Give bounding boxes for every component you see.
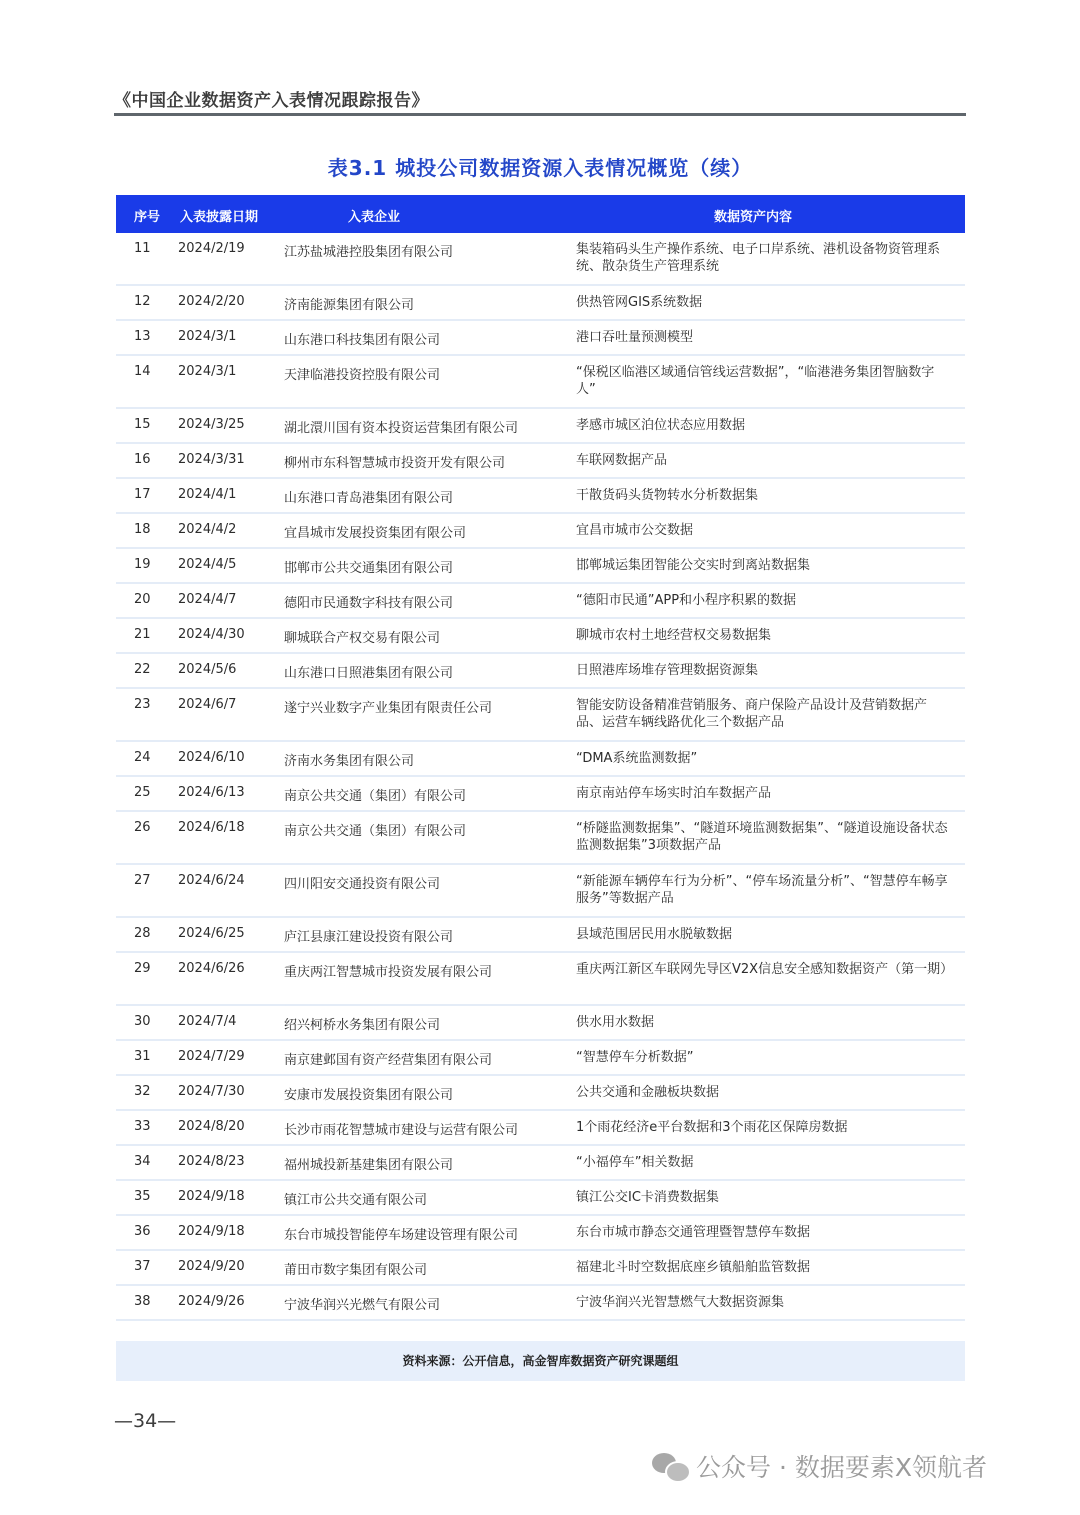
table-row [116,1111,965,1146]
row-company: 山东港口科技集团有限公司 [284,333,441,348]
row-company: 江苏盐城港控股集团有限公司 [284,245,454,260]
table-row [116,286,965,321]
row-content: 公共交通和金融板块数据 [576,1085,720,1100]
row-content: 南京南站停车场实时泊车数据产品 [576,786,772,801]
row-content: 集装箱码头生产操作系统、电子口岸系统、港机设备物资管理系统、散杂货生产管理系统 [576,242,941,274]
row-content: “DMA系统监测数据” [576,751,698,766]
row-index: 19 [134,557,151,572]
column-header-company: 入表企业 [348,210,401,225]
row-company: 南京建邺国有资产经营集团有限公司 [284,1053,493,1068]
row-company: 莆田市数字集团有限公司 [284,1263,428,1278]
row-company: 庐江县康江建设投资有限公司 [284,930,454,945]
row-company: 南京公共交通（集团）有限公司 [284,789,467,804]
row-index: 32 [134,1084,151,1099]
row-company: 福州城投新基建集团有限公司 [284,1158,454,1173]
row-index: 16 [134,452,151,467]
row-date: 2024/4/1 [178,487,237,502]
row-company: 天津临港投资控股有限公司 [284,368,441,383]
row-content: 聊城市农村土地经营权交易数据集 [576,628,772,643]
row-content: 宁波华润兴光智慧燃气大数据资源集 [576,1295,785,1310]
table-row [116,1006,965,1041]
row-index: 24 [134,750,151,765]
table-row [116,233,965,286]
table-row [116,619,965,654]
table-row [116,409,965,444]
row-content: 港口吞吐量预测模型 [576,330,694,345]
row-company: 南京公共交通（集团）有限公司 [284,824,467,839]
row-content: “桥隧监测数据集”、“隧道环境监测数据集”、“隧道设施设备状态监测数据集”3项数据产品 [576,821,948,853]
table-row [116,356,965,409]
row-date: 2024/7/30 [178,1084,245,1099]
row-company: 四川阳安交通投资有限公司 [284,877,441,892]
row-date: 2024/9/20 [178,1259,245,1274]
row-date: 2024/9/18 [178,1224,245,1239]
row-company: 宜昌城市发展投资集团有限公司 [284,526,467,541]
table-row [116,742,965,777]
row-index: 13 [134,329,151,344]
row-company: 宁波华润兴光燃气有限公司 [284,1298,441,1313]
source-note: 资料来源：公开信息，高金智库数据资产研究课题组 [116,1341,965,1381]
running-header: 《中国企业数据资产入表情况跟踪报告》 [114,91,429,111]
data-table [116,195,965,1321]
row-date: 2024/6/25 [178,926,245,941]
row-company: 镇江市公共交通有限公司 [284,1193,428,1208]
row-date: 2024/4/7 [178,592,237,607]
row-company: 湖北澴川国有资本投资运营集团有限公司 [284,421,519,436]
row-index: 22 [134,662,151,677]
row-index: 28 [134,926,151,941]
row-date: 2024/6/10 [178,750,245,765]
row-date: 2024/2/20 [178,294,245,309]
table-body [116,233,965,1321]
row-date: 2024/5/6 [178,662,237,677]
row-date: 2024/7/4 [178,1014,237,1029]
row-date: 2024/3/25 [178,417,245,432]
row-date: 2024/3/1 [178,329,237,344]
row-content: 县域范围居民用水脱敏数据 [576,927,733,942]
table-row [116,444,965,479]
row-company: 聊城联合产权交易有限公司 [284,631,441,646]
table-row [116,321,965,356]
row-content: “德阳市民通”APP和小程序积累的数据 [576,593,797,608]
row-company: 绍兴柯桥水务集团有限公司 [284,1018,441,1033]
row-index: 34 [134,1154,151,1169]
row-company: 济南水务集团有限公司 [284,754,415,769]
row-content: 干散货码头货物转水分析数据集 [576,488,759,503]
row-index: 18 [134,522,151,537]
row-index: 30 [134,1014,151,1029]
row-content: 镇江公交IC卡消费数据集 [576,1190,719,1205]
row-index: 12 [134,294,151,309]
table-row [116,777,965,812]
row-content: 车联网数据产品 [576,453,668,468]
row-content: 智能安防设备精准营销服务、商户保险产品设计及营销数据产品、运营车辆线路优化三个数据产品 [576,698,928,730]
row-index: 25 [134,785,151,800]
row-content: “保税区临港区域通信管线运营数据”，“临港港务集团智脑数字人” [576,365,935,397]
row-content: 日照港库场堆存管理数据资源集 [576,663,759,678]
row-content: 福建北斗时空数据底座乡镇船舶监管数据 [576,1260,811,1275]
row-content: “智慧停车分析数据” [576,1050,694,1065]
page-number: —34— [114,1410,177,1432]
row-company: 德阳市民通数字科技有限公司 [284,596,454,611]
row-content: 供热管网GIS系统数据 [576,295,703,310]
row-content: 东台市城市静态交通管理暨智慧停车数据 [576,1225,811,1240]
table-row [116,479,965,514]
row-content: 1个雨花经济e平台数据和3个雨花区保障房数据 [576,1120,848,1135]
row-index: 27 [134,873,151,888]
table-row [116,1041,965,1076]
wechat-icon [650,1451,690,1481]
row-date: 2024/8/23 [178,1154,245,1169]
row-index: 36 [134,1224,151,1239]
row-index: 17 [134,487,151,502]
row-company: 安康市发展投资集团有限公司 [284,1088,454,1103]
row-company: 邯郸市公共交通集团有限公司 [284,561,454,576]
row-index: 26 [134,820,151,835]
row-date: 2024/3/1 [178,364,237,379]
table-row [116,865,965,918]
column-header-index: 序号 [134,210,161,225]
watermark [650,1448,987,1484]
table-header [116,195,965,233]
table-row [116,918,965,953]
row-content: 宜昌市城市公交数据 [576,523,694,538]
row-index: 20 [134,592,151,607]
row-index: 21 [134,627,151,642]
row-company: 山东港口青岛港集团有限公司 [284,491,454,506]
row-index: 23 [134,697,151,712]
table-row [116,1286,965,1321]
row-index: 14 [134,364,151,379]
row-content: 重庆两江新区车联网先导区V2X信息安全感知数据资产（第一期） [576,962,954,977]
row-date: 2024/3/31 [178,452,245,467]
row-date: 2024/7/29 [178,1049,245,1064]
table-row [116,1076,965,1111]
row-date: 2024/4/5 [178,557,237,572]
column-header-date: 入表披露日期 [180,210,259,225]
row-date: 2024/6/24 [178,873,245,888]
row-date: 2024/6/18 [178,820,245,835]
table-row [116,1181,965,1216]
row-index: 31 [134,1049,151,1064]
watermark-text: 公众号 · 数据要素X领航者 [696,1453,987,1482]
row-company: 山东港口日照港集团有限公司 [284,666,454,681]
row-date: 2024/4/2 [178,522,237,537]
table-row [116,689,965,742]
row-content: “新能源车辆停车行为分析”、“停车场流量分析”、“智慧停车畅享服务”等数据产品 [576,874,948,906]
row-date: 2024/6/7 [178,697,237,712]
row-date: 2024/4/30 [178,627,245,642]
column-header-content: 数据资产内容 [714,210,793,225]
row-index: 37 [134,1259,151,1274]
row-date: 2024/2/19 [178,241,245,256]
table-title: 表3.1 城投公司数据资源入表情况概览（续） [327,156,753,180]
row-date: 2024/9/18 [178,1189,245,1204]
table-row [116,953,965,1006]
row-index: 33 [134,1119,151,1134]
table-row [116,812,965,865]
row-date: 2024/9/26 [178,1294,245,1309]
table-row [116,654,965,689]
row-index: 35 [134,1189,151,1204]
row-index: 15 [134,417,151,432]
table-row [116,1146,965,1181]
table-row [116,514,965,549]
row-company: 长沙市雨花智慧城市建设与运营有限公司 [284,1123,519,1138]
row-company: 东台市城投智能停车场建设管理有限公司 [284,1228,519,1243]
row-content: 邯郸城运集团智能公交实时到离站数据集 [576,558,811,573]
row-company: 济南能源集团有限公司 [284,298,415,313]
row-date: 2024/6/26 [178,961,245,976]
row-company: 柳州市东科智慧城市投资开发有限公司 [284,456,506,471]
row-index: 38 [134,1294,151,1309]
row-date: 2024/8/20 [178,1119,245,1134]
table-row [116,549,965,584]
row-index: 29 [134,961,151,976]
row-company: 遂宁兴业数字产业集团有限责任公司 [284,701,493,716]
header-divider [114,113,966,116]
table-row [116,1251,965,1286]
row-company: 重庆两江智慧城市投资发展有限公司 [284,965,493,980]
row-date: 2024/6/13 [178,785,245,800]
row-content: 供水用水数据 [576,1015,655,1030]
row-content: 孝感市城区泊位状态应用数据 [576,418,746,433]
row-content: “小福停车”相关数据 [576,1155,694,1170]
row-index: 11 [134,241,151,256]
table-row [116,1216,965,1251]
table-row [116,584,965,619]
